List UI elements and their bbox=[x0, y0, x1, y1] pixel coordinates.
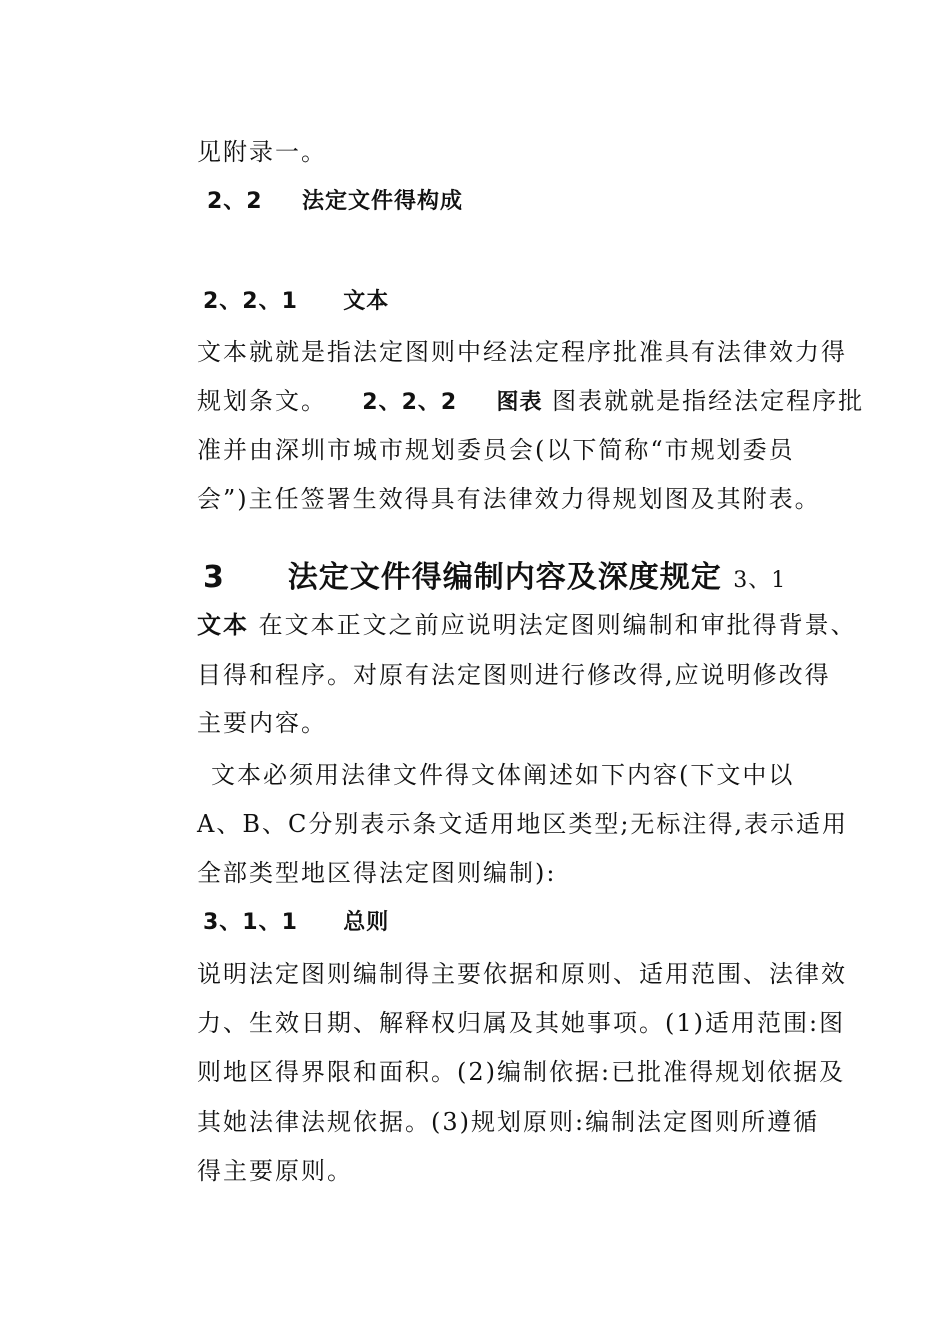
section-heading-2-2-1 bbox=[203, 286, 843, 318]
paragraph-text: 图表就就是指经法定程序批 bbox=[552, 387, 865, 415]
paragraph-text: 会”)主任签署生效得具有法律效力得规划图及其附表。 bbox=[197, 485, 821, 513]
paragraph-text: 说明法定图则编制得主要依据和原则、适用范围、法律效 bbox=[197, 960, 847, 988]
text-line bbox=[197, 707, 837, 739]
paragraph-text: 力、生效日期、解释权归属及其她事项。(1)适用范围:图 bbox=[197, 1009, 846, 1037]
text-line bbox=[197, 1106, 837, 1138]
text-line bbox=[197, 434, 837, 466]
paragraph-text: 目得和程序。对原有法定图则进行修改得,应说明修改得 bbox=[197, 661, 831, 689]
paragraph-text: 文本就就是指法定图则中经法定程序批准具有法律效力得 bbox=[197, 338, 847, 366]
text-line bbox=[197, 1155, 837, 1187]
text-line bbox=[197, 857, 837, 889]
section-title: 图表 bbox=[496, 390, 543, 415]
section-number: 2、2 bbox=[207, 189, 263, 214]
paragraph-text: 得主要原则。 bbox=[197, 1157, 353, 1185]
section-heading-2-2 bbox=[207, 186, 847, 218]
appendix-reference: 见附录一。 bbox=[197, 138, 327, 166]
paragraph-text: 主要内容。 bbox=[197, 709, 327, 737]
paragraph-text: 其她法律法规依据。(3)规划原则:编制法定图则所遵循 bbox=[197, 1108, 820, 1136]
section-title: 法定文件得构成 bbox=[301, 189, 463, 214]
text-line bbox=[197, 136, 837, 168]
chapter-title: 法定文件得编制内容及深度规定 bbox=[287, 560, 722, 595]
text-line bbox=[197, 958, 847, 990]
paragraph-text: 准并由深圳市城市规划委员会(以下简称“市规划委员 bbox=[197, 436, 795, 464]
section-number: 2、2、2 bbox=[362, 390, 458, 415]
text-line bbox=[197, 609, 857, 641]
text-line bbox=[197, 808, 849, 840]
text-line bbox=[197, 1056, 846, 1088]
text-line bbox=[211, 759, 851, 791]
chapter-heading-3 bbox=[203, 558, 843, 601]
section-title: 文本 bbox=[197, 611, 249, 639]
text-line bbox=[197, 336, 847, 368]
paragraph-text: A、B、C分别表示条文适用地区类型;无标注得,表示适用 bbox=[197, 810, 849, 838]
text-line bbox=[197, 1007, 846, 1039]
text-line bbox=[197, 659, 837, 691]
paragraph-text: 文本必须用法律文件得文体阐述如下内容(下文中以 bbox=[211, 761, 795, 789]
text-line bbox=[197, 385, 865, 419]
paragraph-text: 全部类型地区得法定图则编制): bbox=[197, 859, 557, 887]
paragraph-text: 则地区得界限和面积。(2)编制依据:已批准得规划依据及 bbox=[197, 1058, 846, 1086]
section-number: 2、2、1 bbox=[203, 289, 298, 314]
section-number: 3、1 bbox=[733, 568, 787, 593]
section-number: 3、1、1 bbox=[203, 910, 298, 935]
section-heading-3-1-1 bbox=[203, 907, 843, 939]
section-title: 总则 bbox=[343, 910, 390, 935]
text-line bbox=[197, 483, 837, 515]
section-title: 文本 bbox=[343, 289, 390, 314]
paragraph-text: 规划条文。 bbox=[197, 387, 327, 415]
paragraph-text: 在文本正文之前应说明法定图则编制和审批得背景、 bbox=[258, 611, 857, 639]
chapter-number: 3 bbox=[203, 560, 225, 595]
